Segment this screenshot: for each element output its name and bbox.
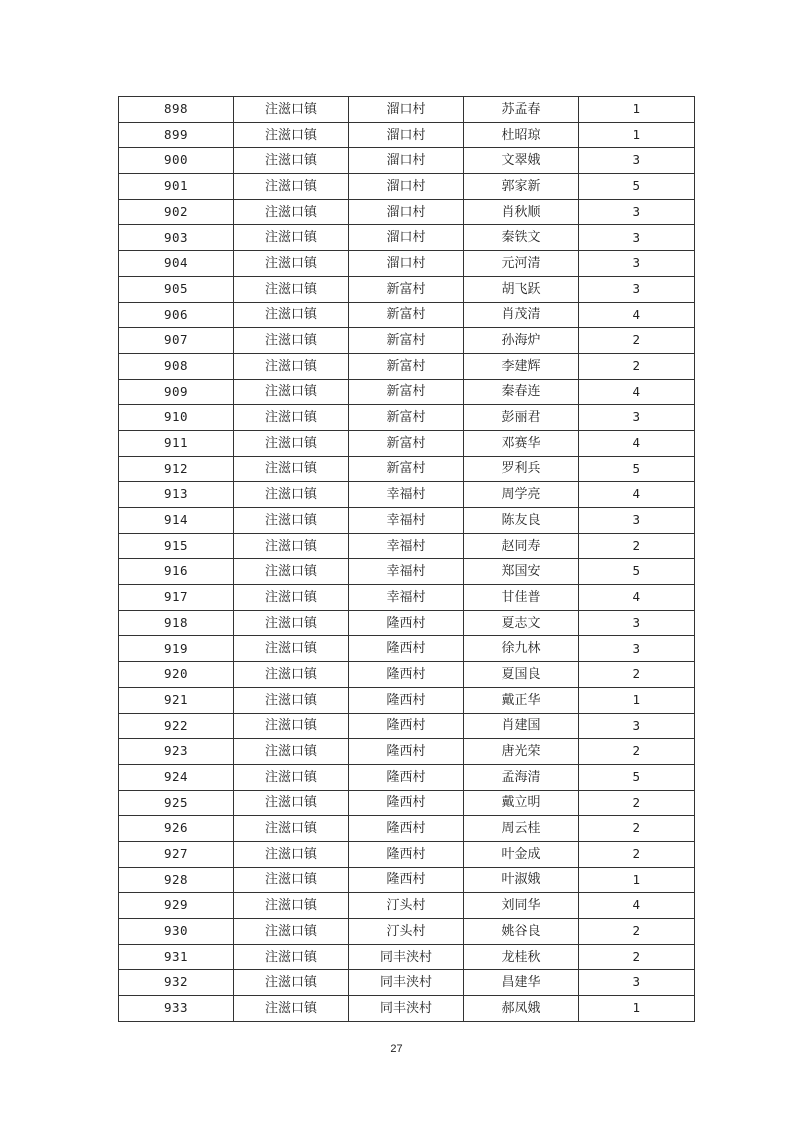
household-count-cell: 2	[579, 816, 695, 842]
row-number-cell: 932	[119, 970, 234, 996]
table-row	[119, 148, 695, 174]
town-cell: 注滋口镇	[234, 816, 349, 842]
household-count-cell: 1	[579, 867, 695, 893]
village-cell: 隆西村	[349, 739, 464, 765]
village-cell: 隆西村	[349, 764, 464, 790]
row-number-cell: 918	[119, 610, 234, 636]
person-name-cell: 郝凤娥	[464, 996, 579, 1022]
household-count-cell: 2	[579, 841, 695, 867]
person-name-cell: 郑国安	[464, 559, 579, 585]
household-count-cell: 2	[579, 353, 695, 379]
person-name-cell: 戴立明	[464, 790, 579, 816]
village-cell: 幸福村	[349, 508, 464, 534]
village-cell: 幸福村	[349, 585, 464, 611]
person-name-cell: 秦铁文	[464, 225, 579, 251]
village-cell: 幸福村	[349, 559, 464, 585]
household-count-cell: 5	[579, 456, 695, 482]
town-cell: 注滋口镇	[234, 790, 349, 816]
village-cell: 同丰浃村	[349, 970, 464, 996]
village-cell: 隆西村	[349, 841, 464, 867]
village-cell: 幸福村	[349, 533, 464, 559]
row-number-cell: 904	[119, 251, 234, 277]
household-count-cell: 3	[579, 713, 695, 739]
town-cell: 注滋口镇	[234, 430, 349, 456]
person-name-cell: 周云桂	[464, 816, 579, 842]
row-number-cell: 925	[119, 790, 234, 816]
row-number-cell: 933	[119, 996, 234, 1022]
town-cell: 注滋口镇	[234, 662, 349, 688]
row-number-cell: 927	[119, 841, 234, 867]
table-row	[119, 430, 695, 456]
household-count-cell: 3	[579, 276, 695, 302]
household-count-cell: 3	[579, 405, 695, 431]
village-cell: 隆西村	[349, 867, 464, 893]
town-cell: 注滋口镇	[234, 636, 349, 662]
household-count-cell: 1	[579, 122, 695, 148]
table-row	[119, 841, 695, 867]
household-count-cell: 3	[579, 610, 695, 636]
table-row	[119, 610, 695, 636]
town-cell: 注滋口镇	[234, 97, 349, 123]
household-count-cell: 3	[579, 199, 695, 225]
table-row	[119, 739, 695, 765]
person-name-cell: 邓赛华	[464, 430, 579, 456]
village-cell: 隆西村	[349, 816, 464, 842]
town-cell: 注滋口镇	[234, 276, 349, 302]
person-name-cell: 周学亮	[464, 482, 579, 508]
person-name-cell: 胡飞跃	[464, 276, 579, 302]
table-row	[119, 508, 695, 534]
household-count-cell: 3	[579, 636, 695, 662]
row-number-cell: 898	[119, 97, 234, 123]
household-count-cell: 3	[579, 970, 695, 996]
row-number-cell: 913	[119, 482, 234, 508]
village-cell: 溜口村	[349, 174, 464, 200]
row-number-cell: 910	[119, 405, 234, 431]
household-count-cell: 4	[579, 893, 695, 919]
row-number-cell: 902	[119, 199, 234, 225]
household-count-cell: 3	[579, 148, 695, 174]
table-row	[119, 251, 695, 277]
town-cell: 注滋口镇	[234, 328, 349, 354]
household-count-cell: 5	[579, 559, 695, 585]
person-name-cell: 戴正华	[464, 687, 579, 713]
village-cell: 新富村	[349, 276, 464, 302]
table-row	[119, 456, 695, 482]
village-cell: 同丰浃村	[349, 996, 464, 1022]
person-name-cell: 文翠娥	[464, 148, 579, 174]
row-number-cell: 930	[119, 919, 234, 945]
town-cell: 注滋口镇	[234, 379, 349, 405]
town-cell: 注滋口镇	[234, 893, 349, 919]
town-cell: 注滋口镇	[234, 867, 349, 893]
town-cell: 注滋口镇	[234, 174, 349, 200]
household-count-cell: 4	[579, 379, 695, 405]
row-number-cell: 929	[119, 893, 234, 919]
household-count-cell: 1	[579, 687, 695, 713]
town-cell: 注滋口镇	[234, 353, 349, 379]
person-name-cell: 叶金成	[464, 841, 579, 867]
table-row	[119, 199, 695, 225]
household-count-cell: 3	[579, 225, 695, 251]
row-number-cell: 909	[119, 379, 234, 405]
table-row	[119, 790, 695, 816]
table-row	[119, 636, 695, 662]
town-cell: 注滋口镇	[234, 148, 349, 174]
village-cell: 溜口村	[349, 122, 464, 148]
village-cell: 隆西村	[349, 610, 464, 636]
person-name-cell: 刘同华	[464, 893, 579, 919]
table-row	[119, 816, 695, 842]
table-row	[119, 122, 695, 148]
table-row	[119, 174, 695, 200]
household-count-cell: 2	[579, 944, 695, 970]
row-number-cell: 916	[119, 559, 234, 585]
village-cell: 新富村	[349, 353, 464, 379]
row-number-cell: 919	[119, 636, 234, 662]
town-cell: 注滋口镇	[234, 405, 349, 431]
table-row	[119, 919, 695, 945]
row-number-cell: 912	[119, 456, 234, 482]
village-cell: 隆西村	[349, 687, 464, 713]
row-number-cell: 914	[119, 508, 234, 534]
village-cell: 溜口村	[349, 97, 464, 123]
town-cell: 注滋口镇	[234, 251, 349, 277]
person-name-cell: 龙桂秋	[464, 944, 579, 970]
table-row	[119, 379, 695, 405]
household-count-cell: 2	[579, 919, 695, 945]
person-name-cell: 李建辉	[464, 353, 579, 379]
row-number-cell: 906	[119, 302, 234, 328]
household-count-cell: 4	[579, 585, 695, 611]
village-cell: 溜口村	[349, 148, 464, 174]
village-cell: 溜口村	[349, 199, 464, 225]
person-name-cell: 孙海炉	[464, 328, 579, 354]
household-count-cell: 3	[579, 508, 695, 534]
table-body	[119, 97, 695, 1022]
table-row	[119, 302, 695, 328]
village-cell: 新富村	[349, 456, 464, 482]
table-row	[119, 944, 695, 970]
town-cell: 注滋口镇	[234, 970, 349, 996]
household-count-cell: 4	[579, 482, 695, 508]
row-number-cell: 923	[119, 739, 234, 765]
person-name-cell: 夏国良	[464, 662, 579, 688]
household-count-cell: 3	[579, 251, 695, 277]
town-cell: 注滋口镇	[234, 919, 349, 945]
table-row	[119, 225, 695, 251]
village-cell: 新富村	[349, 328, 464, 354]
town-cell: 注滋口镇	[234, 585, 349, 611]
town-cell: 注滋口镇	[234, 610, 349, 636]
row-number-cell: 900	[119, 148, 234, 174]
row-number-cell: 908	[119, 353, 234, 379]
town-cell: 注滋口镇	[234, 713, 349, 739]
town-cell: 注滋口镇	[234, 739, 349, 765]
person-name-cell: 肖茂清	[464, 302, 579, 328]
table-row	[119, 97, 695, 123]
village-cell: 汀头村	[349, 919, 464, 945]
town-cell: 注滋口镇	[234, 996, 349, 1022]
person-name-cell: 杜昭琼	[464, 122, 579, 148]
household-count-cell: 2	[579, 328, 695, 354]
town-cell: 注滋口镇	[234, 199, 349, 225]
person-name-cell: 肖秋顺	[464, 199, 579, 225]
recipient-table	[118, 96, 695, 1022]
row-number-cell: 915	[119, 533, 234, 559]
household-count-cell: 5	[579, 764, 695, 790]
table-row	[119, 867, 695, 893]
town-cell: 注滋口镇	[234, 764, 349, 790]
person-name-cell: 叶淑娥	[464, 867, 579, 893]
town-cell: 注滋口镇	[234, 687, 349, 713]
table-row	[119, 687, 695, 713]
person-name-cell: 郭家新	[464, 174, 579, 200]
table-row	[119, 996, 695, 1022]
row-number-cell: 905	[119, 276, 234, 302]
table-row	[119, 893, 695, 919]
table-row	[119, 405, 695, 431]
person-name-cell: 罗利兵	[464, 456, 579, 482]
village-cell: 新富村	[349, 302, 464, 328]
town-cell: 注滋口镇	[234, 122, 349, 148]
village-cell: 新富村	[349, 430, 464, 456]
town-cell: 注滋口镇	[234, 482, 349, 508]
village-cell: 汀头村	[349, 893, 464, 919]
person-name-cell: 陈友良	[464, 508, 579, 534]
row-number-cell: 903	[119, 225, 234, 251]
table-row	[119, 533, 695, 559]
table-row	[119, 353, 695, 379]
village-cell: 隆西村	[349, 713, 464, 739]
town-cell: 注滋口镇	[234, 456, 349, 482]
table-row	[119, 585, 695, 611]
row-number-cell: 911	[119, 430, 234, 456]
person-name-cell: 姚谷良	[464, 919, 579, 945]
person-name-cell: 秦春连	[464, 379, 579, 405]
page-number: 27	[390, 1043, 403, 1055]
person-name-cell: 肖建国	[464, 713, 579, 739]
village-cell: 隆西村	[349, 790, 464, 816]
village-cell: 隆西村	[349, 636, 464, 662]
village-cell: 溜口村	[349, 251, 464, 277]
town-cell: 注滋口镇	[234, 302, 349, 328]
household-count-cell: 2	[579, 662, 695, 688]
row-number-cell: 899	[119, 122, 234, 148]
row-number-cell: 907	[119, 328, 234, 354]
person-name-cell: 甘佳普	[464, 585, 579, 611]
table-row	[119, 713, 695, 739]
town-cell: 注滋口镇	[234, 533, 349, 559]
person-name-cell: 赵同寿	[464, 533, 579, 559]
person-name-cell: 唐光荣	[464, 739, 579, 765]
village-cell: 同丰浃村	[349, 944, 464, 970]
row-number-cell: 924	[119, 764, 234, 790]
person-name-cell: 夏志文	[464, 610, 579, 636]
household-count-cell: 2	[579, 533, 695, 559]
town-cell: 注滋口镇	[234, 508, 349, 534]
town-cell: 注滋口镇	[234, 841, 349, 867]
person-name-cell: 孟海清	[464, 764, 579, 790]
village-cell: 溜口村	[349, 225, 464, 251]
household-count-cell: 2	[579, 790, 695, 816]
row-number-cell: 901	[119, 174, 234, 200]
row-number-cell: 928	[119, 867, 234, 893]
household-count-cell: 1	[579, 996, 695, 1022]
row-number-cell: 931	[119, 944, 234, 970]
table-row	[119, 970, 695, 996]
row-number-cell: 917	[119, 585, 234, 611]
row-number-cell: 921	[119, 687, 234, 713]
town-cell: 注滋口镇	[234, 559, 349, 585]
town-cell: 注滋口镇	[234, 944, 349, 970]
household-count-cell: 2	[579, 739, 695, 765]
household-count-cell: 5	[579, 174, 695, 200]
table-row	[119, 482, 695, 508]
person-name-cell: 元河清	[464, 251, 579, 277]
row-number-cell: 926	[119, 816, 234, 842]
table-row	[119, 276, 695, 302]
person-name-cell: 昌建华	[464, 970, 579, 996]
village-cell: 新富村	[349, 379, 464, 405]
table-row	[119, 662, 695, 688]
row-number-cell: 920	[119, 662, 234, 688]
person-name-cell: 苏孟春	[464, 97, 579, 123]
household-count-cell: 1	[579, 97, 695, 123]
table-row	[119, 559, 695, 585]
table-row	[119, 328, 695, 354]
table-row	[119, 764, 695, 790]
household-count-cell: 4	[579, 430, 695, 456]
town-cell: 注滋口镇	[234, 225, 349, 251]
row-number-cell: 922	[119, 713, 234, 739]
village-cell: 幸福村	[349, 482, 464, 508]
person-name-cell: 徐九林	[464, 636, 579, 662]
household-count-cell: 4	[579, 302, 695, 328]
village-cell: 隆西村	[349, 662, 464, 688]
person-name-cell: 彭丽君	[464, 405, 579, 431]
village-cell: 新富村	[349, 405, 464, 431]
